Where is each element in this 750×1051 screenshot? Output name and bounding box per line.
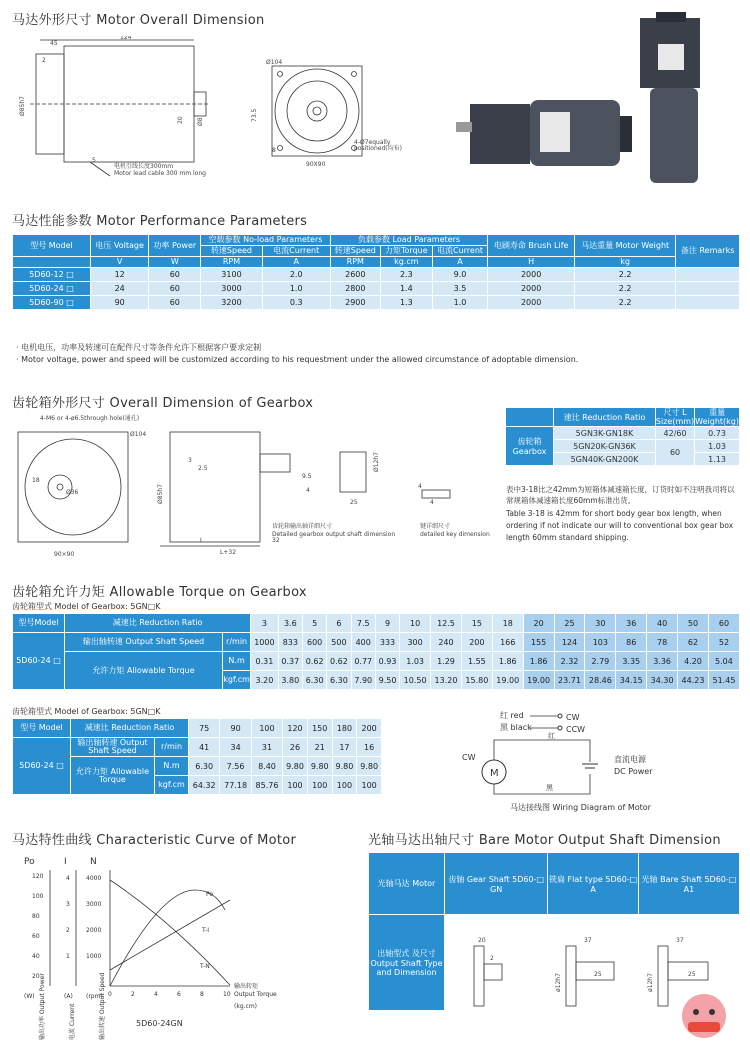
hdr-brush: 电刷寿命 Brush Life — [488, 235, 575, 257]
bare-hdr-shaft: 光轴 Bare Shaft 5D60-□ A1 — [638, 853, 739, 915]
svg-text:输出转矩: 输出转矩 — [234, 983, 259, 990]
svg-text:输出转速 Output Speed: 输出转速 Output Speed — [99, 972, 106, 1040]
svg-text:32: 32 — [272, 537, 280, 544]
svg-text:(A): (A) — [64, 993, 73, 1000]
t1-speed-hdr: 输出轴转速 Output Shaft Speed — [65, 633, 223, 652]
svg-text:Detailed gearbox output shaft: Detailed gearbox output shaft dimension — [272, 531, 396, 538]
tick-label-po: 40 — [32, 953, 40, 960]
svg-text:T-N: T-N — [200, 963, 210, 970]
svg-text:马达接线图 Wiring Diagram of Motor: 马达接线图 Wiring Diagram of Motor — [510, 803, 651, 812]
svg-text:ø12h7: ø12h7 — [647, 973, 654, 992]
wiring-diagram — [450, 706, 740, 814]
svg-text:90×90: 90×90 — [54, 551, 75, 558]
svg-text:Motor lead cable 300 mm long: Motor lead cable 300 mm long — [114, 170, 206, 177]
svg-text:37: 37 — [676, 937, 684, 944]
svg-text:detailed key dimension: detailed key dimension — [420, 531, 490, 538]
svg-text:2: 2 — [490, 955, 494, 962]
ratio-note-en: Table 3-18 is 42mm for short body gear box length, when ordering if not indicate our will to conventional box gear box length 60mm standard shipping. — [506, 509, 734, 542]
unit-kgcm: kg.cm — [380, 257, 432, 268]
svg-text:L+32: L+32 — [220, 549, 237, 556]
svg-text:Output Torque: Output Torque — [234, 991, 277, 998]
torque2-caption: 齿轮箱型式 Model of Gearbox: 5GN□K — [12, 707, 161, 716]
svg-text:CCW: CCW — [566, 725, 586, 734]
tick-label-po: 80 — [32, 913, 40, 920]
svg-text:4-Ø7equally: 4-Ø7equally — [354, 139, 391, 146]
tick-label-po: 120 — [32, 873, 44, 880]
section-title-overall: 马达外形尺寸 Motor Overall Dimension — [12, 13, 265, 28]
bare-hdr-gear: 齿轴 Gear Shaft 5D60-□ GN — [445, 853, 548, 915]
tick-label-i: 4 — [66, 875, 70, 882]
curve-ti — [110, 900, 230, 970]
tick-label-po: 60 — [32, 933, 40, 940]
svg-text:4: 4 — [430, 499, 434, 506]
tick-label-n: 4000 — [86, 875, 102, 882]
table-row: 5GN40K-GN200K 1.13 — [506, 453, 740, 466]
svg-text:Po: Po — [24, 857, 35, 867]
svg-text:齿轮箱输出轴详细尺寸: 齿轮箱输出轴详细尺寸 — [272, 523, 333, 530]
svg-text:20: 20 — [478, 937, 486, 944]
tick-label-n: 3000 — [86, 901, 102, 908]
hdr-model: 型号 Model — [13, 235, 91, 257]
table-row: 齿轮箱 Gearbox 5GN3K-GN18K 42/60 0.73 — [506, 427, 740, 440]
tick-label-x: 4 — [154, 991, 158, 998]
svg-text:8: 8 — [272, 147, 276, 154]
svg-text:25: 25 — [688, 971, 696, 978]
section-title-performance: 马达性能参数 Motor Performance Parameters — [12, 214, 308, 229]
svg-text:电机引线长度300mm: 电机引线长度300mm — [114, 163, 174, 170]
unit-a2: A — [432, 257, 488, 268]
table-row: 5D60-24 □ 24 60 3000 1.0 2800 1.4 3.5 2000 2.2 — [13, 282, 740, 296]
hdr-noload: 空载参数 No-load Parameters — [201, 235, 330, 246]
svg-text:Ø12h7: Ø12h7 — [373, 452, 380, 472]
svg-text:黑 black: 黑 black — [500, 723, 532, 732]
svg-text:Po: Po — [206, 891, 214, 898]
motor-product-photo — [440, 4, 740, 194]
tick-label-x: 2 — [131, 991, 135, 998]
hdr-remarks: 备注 Remarks — [676, 235, 740, 268]
svg-text:(kg.cm): (kg.cm) — [234, 1003, 258, 1010]
tick-label-x: 8 — [200, 991, 204, 998]
bare-row-label: 出轴型式 及尺寸 Output Shaft Type and Dimension — [369, 915, 445, 1011]
ratio-gearbox-label: 齿轮箱 Gearbox — [506, 427, 554, 466]
curve-po — [110, 890, 225, 986]
svg-text:DC Power: DC Power — [614, 767, 653, 776]
svg-text:Ø8: Ø8 — [197, 117, 204, 126]
svg-text:4-M6 or 4-ø6.5through hole(通孔): 4-M6 or 4-ø6.5through hole(通孔) — [40, 415, 140, 422]
hdr-voltage: 电压 Voltage — [91, 235, 149, 257]
svg-text:25: 25 — [594, 971, 602, 978]
svg-text:输出功率 Output Power: 输出功率 Output Power — [39, 973, 46, 1040]
svg-text:positioned(均布): positioned(均布) — [354, 145, 402, 152]
svg-text:ø12h7: ø12h7 — [555, 973, 562, 992]
svg-text:(W): (W) — [24, 993, 35, 1000]
svg-text:4: 4 — [306, 487, 310, 494]
overall-dimension-drawing — [10, 36, 440, 186]
tick-label-po: 100 — [32, 893, 44, 900]
hdr-l-current: 电流Current — [432, 246, 488, 257]
tick-label-po: 20 — [32, 973, 40, 980]
unit-rpm: RPM — [201, 257, 262, 268]
t1-torque-hdr: 允许力矩 Allowable Torque — [65, 652, 223, 690]
ratio-hdr-weight: 重量 Weight(kg) — [695, 408, 739, 426]
perf-note-en: · Motor voltage, power and speed will be customized according to his requestment under the allowed circumstance of adoptable dimension. — [16, 355, 579, 364]
hdr-load: 负载参数 Load Parameters — [330, 235, 488, 246]
tick-label-i: 2 — [66, 927, 70, 934]
section-title-gearbox: 齿轮箱外形尺寸 Overall Dimension of Gearbox — [12, 396, 314, 411]
svg-text:M: M — [490, 768, 499, 779]
perf-note-cn: · 电机电压，功率及转速可在配件尺寸等条件允许下根据客户要求定制 — [16, 343, 262, 352]
svg-text:9.5: 9.5 — [302, 473, 312, 480]
hdr-nl-current: 电流Current — [262, 246, 330, 257]
svg-text:Ø85h7: Ø85h7 — [157, 484, 164, 504]
performance-table — [12, 234, 740, 310]
tick-label-n: 2000 — [86, 927, 102, 934]
svg-text:Ø36: Ø36 — [66, 489, 79, 496]
tick-label-x: 0 — [108, 991, 112, 998]
table-row: 5D60-12 □ 12 60 3100 2.0 2600 2.3 9.0 2000 2.2 — [13, 268, 740, 282]
ratio-hdr-ratio: 速比 Reduction Ratio — [554, 408, 656, 427]
svg-text:124: 124 — [120, 36, 132, 41]
svg-text:2.5: 2.5 — [198, 465, 208, 472]
svg-text:90X90: 90X90 — [306, 161, 326, 168]
svg-text:(rpm): (rpm) — [86, 993, 103, 1000]
tick-label-x: 6 — [177, 991, 181, 998]
svg-text:CW: CW — [566, 713, 580, 722]
svg-text:L: L — [200, 537, 204, 544]
svg-text:红: 红 — [548, 732, 555, 740]
torque-table-1: 型号Model 减速比 Reduction Ratio 3 3.6 5 6 7.5 9 10 12.5 15 18 20 25 30 36 40 50 60 5D60-24 □ 输出轴转速 Output Shaft Speed r/min 1000 833 600 500 400 333 300 240 200 166 155 124 103 86 78 62 52 允许力矩 Allowable Torque N.m 0.31 0.37 0.62 0.62 0.77 0.93 1.03 1.29 1.55 1.86 1.86 2.32 2.79 3.35 3.36 4.20 5.04 kgf.cm 3.20 3.80 6.30 6.30 7.90 9.50 10.50 13.20 15.80 19.00 19.00 23.71 28.46 34.15 34.30 44.23 51.45 — [12, 613, 740, 690]
tick-label-i: 1 — [66, 953, 70, 960]
ratio-note-cn: 表中3-18比之42mm为短箱体减速箱长度，订货时如不注明我司将以常规箱体减速箱长度60mm标准出货。 — [506, 485, 735, 505]
t1-ratio-hdr: 减速比 Reduction Ratio — [65, 614, 251, 633]
svg-text:键详细尺寸: 键详细尺寸 — [420, 523, 451, 530]
svg-text:5D60-24GN: 5D60-24GN — [136, 1019, 183, 1028]
t1-model: 5D60-24 □ — [13, 633, 65, 690]
section-title-torque: 齿轮箱允许力矩 Allowable Torque on Gearbox — [12, 585, 307, 600]
svg-text:直流电源: 直流电源 — [614, 755, 646, 764]
unit-w: W — [149, 257, 201, 268]
unit-v: V — [91, 257, 149, 268]
ratio-hdr-size: 尺寸 L Size(mm) — [655, 408, 695, 426]
torque-table-2: 型号 Model 减速比 Reduction Ratio 75 90 100 120 150 180 200 5D60-24 □ 输出轴转速 Output Shaft Speed r/min 41 34 31 26 21 17 16 允许力矩 Allowable Torque N.m 6.30 7.56 8.40 9.80 9.80 9.80 9.80 kgf.cm 64.32 77.18 85.76 100 100 100 100 — [12, 718, 382, 795]
svg-text:45: 45 — [50, 40, 58, 47]
svg-text:T-I: T-I — [202, 927, 210, 934]
svg-text:4: 4 — [418, 483, 422, 490]
tick-label-n: 1000 — [86, 953, 102, 960]
table-row: 5GN20K-GN36K 60 1.03 — [506, 440, 740, 453]
bare-hdr-motor: 光轴马达 Motor — [369, 853, 445, 915]
t1-model-hdr: 型号Model — [13, 614, 65, 633]
hdr-torque: 力矩Torque — [380, 246, 432, 257]
gearbox-dimension-drawing — [10, 412, 500, 562]
svg-text:3: 3 — [188, 457, 192, 464]
unit-kg: kg — [574, 257, 675, 268]
svg-text:25: 25 — [350, 499, 358, 506]
svg-text:37: 37 — [584, 937, 592, 944]
svg-text:电流 Current: 电流 Current — [69, 1003, 76, 1040]
svg-text:N: N — [90, 857, 97, 867]
tick-label-i: 3 — [66, 901, 70, 908]
svg-text:5: 5 — [92, 157, 96, 164]
section-title-curve: 马达特性曲线 Characteristic Curve of Motor — [12, 833, 297, 848]
unit-blank — [13, 257, 91, 268]
hdr-l-speed: 转速Speed — [330, 246, 380, 257]
section-title-bare: 光轴马达出轴尺寸 Bare Motor Output Shaft Dimension — [368, 833, 721, 848]
svg-text:Ø104: Ø104 — [266, 59, 283, 66]
characteristic-curve-chart — [10, 850, 310, 1046]
svg-text:黑: 黑 — [546, 784, 553, 792]
mascot-logo — [678, 990, 730, 1042]
hdr-nl-speed: 转速Speed — [201, 246, 262, 257]
tick-label-x: 10 — [223, 991, 231, 998]
svg-text:20: 20 — [177, 116, 184, 124]
bare-hdr-flat: 铣扁 Flat type 5D60-□ A — [548, 853, 639, 915]
unit-a: A — [262, 257, 330, 268]
svg-text:Ø104: Ø104 — [130, 431, 147, 438]
table-row: 5D60-90 □ 90 60 3200 0.3 2900 1.3 1.0 2000 2.2 — [13, 296, 740, 310]
svg-text:红 red: 红 red — [500, 711, 524, 720]
svg-text:CW: CW — [462, 753, 476, 762]
svg-text:2: 2 — [42, 57, 46, 64]
svg-text:73.5: 73.5 — [251, 108, 258, 122]
reduction-ratio-table — [505, 407, 740, 466]
svg-text:Ø85h7: Ø85h7 — [19, 96, 26, 116]
unit-rpm2: RPM — [330, 257, 380, 268]
unit-h: H — [488, 257, 575, 268]
torque1-caption: 齿轮箱型式 Model of Gearbox: 5GN□K — [12, 602, 161, 611]
hdr-power: 功率 Power — [149, 235, 201, 257]
hdr-weight: 马达重量 Motor Weight — [574, 235, 675, 257]
svg-text:18: 18 — [32, 477, 40, 484]
svg-text:I: I — [64, 857, 67, 867]
